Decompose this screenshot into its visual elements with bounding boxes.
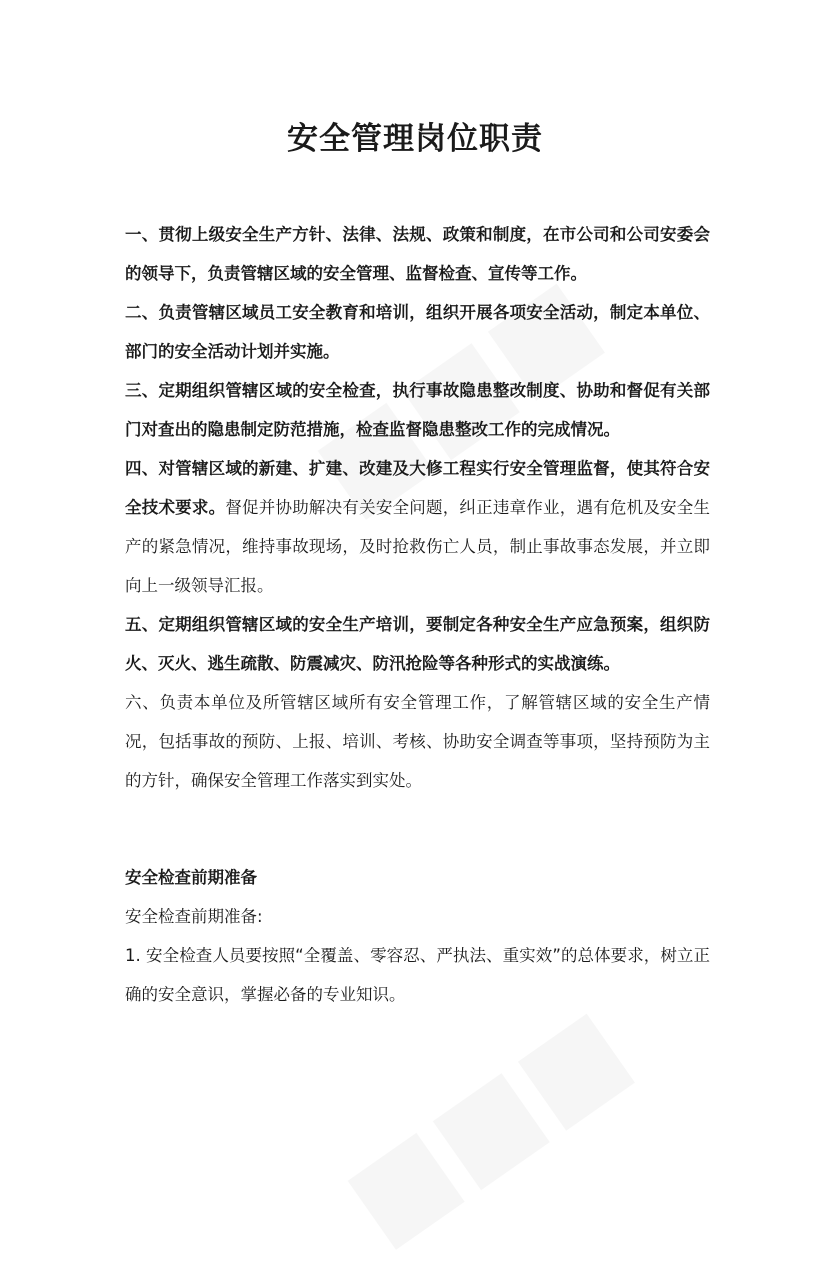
duty-paragraph-3	[125, 371, 710, 449]
duty-paragraph-6	[125, 683, 710, 800]
watermark	[321, 982, 650, 1266]
duty-1-bold: 一、贯彻上级安全生产方针、法律、法规、政策和制度，在市公司和公司安委会的领导下，负责管辖区域的安全管理、监督检查、宣传等工作。	[125, 225, 710, 283]
duty-2-bold: 二、负责管辖区域员工安全教育和培训，组织开展各项安全活动，制定本单位、部门的安全活动计划并实施。	[125, 303, 710, 361]
section-intro: 安全检查前期准备:	[125, 907, 263, 926]
section-item-1: 1. 安全检查人员要按照“全覆盖、零容忍、严执法、重实效”的总体要求，树立正确的安全意识，掌握必备的专业知识。	[125, 946, 710, 1004]
document-title: 安全管理岗位职责	[287, 121, 543, 157]
document-body	[125, 215, 710, 1014]
duty-paragraph-5	[125, 605, 710, 683]
duty-3-bold: 三、定期组织管辖区域的安全检查，执行事故隐患整改制度、协助和督促有关部门对查出的隐患制定防范措施，检查监督隐患整改工作的完成情况。	[125, 381, 710, 439]
duty-4-bold: 四、对管辖区域的新建、扩建、改建及大修工程实行安全管理监督，使其符合安全技术要求。	[125, 459, 710, 517]
duty-paragraph-1	[125, 215, 710, 293]
duty-4-normal: 督促并协助解决有关安全问题，纠正违章作业，遇有危机及安全生产的紧急情况，维持事故现场，及时抢救伤亡人员，制止事故事态发展，并立即向上一级领导汇报。	[125, 498, 711, 595]
duty-paragraph-4	[125, 449, 710, 605]
section-heading: 安全检查前期准备	[125, 868, 257, 887]
duty-6-normal: 六、负责本单位及所管辖区域所有安全管理工作，了解管辖区域的安全生产情况，包括事故的预防、上报、培训、考核、协助安全调查等事项，坚持预防为主的方针，确保安全管理工作落实到实处。	[125, 693, 710, 790]
duty-paragraph-2	[125, 293, 710, 371]
duty-5-bold: 五、定期组织管辖区域的安全生产培训，要制定各种安全生产应急预案，组织防火、灭火、逃生疏散、防震减灾、防汛抢险等各种形式的实战演练。	[125, 615, 710, 673]
